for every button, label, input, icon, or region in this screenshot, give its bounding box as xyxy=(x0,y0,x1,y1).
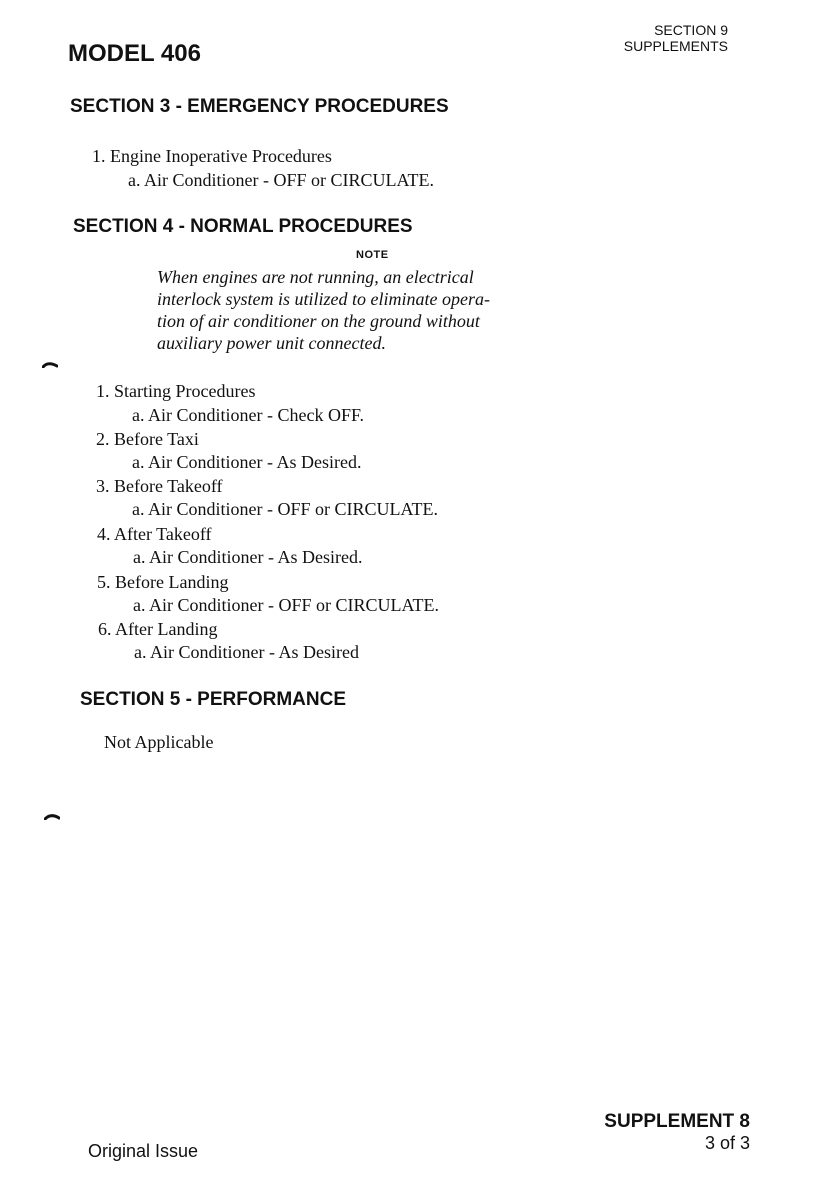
supplement-number: SUPPLEMENT 8 xyxy=(604,1111,750,1132)
note-label: NOTE xyxy=(356,249,389,261)
section4-step-3a: a. Air Conditioner - OFF or CIRCULATE. xyxy=(132,499,438,519)
section4-step-5a: a. Air Conditioner - OFF or CIRCULATE. xyxy=(133,595,439,615)
section4-step-6a: a. Air Conditioner - As Desired xyxy=(134,642,359,662)
section4-step-1: 1. Starting Procedures xyxy=(96,381,256,401)
section4-step-2a: a. Air Conditioner - As Desired. xyxy=(132,452,362,472)
revision-mark-icon xyxy=(44,812,60,820)
note-line-2: interlock system is utilized to eliminate opera- xyxy=(157,289,490,309)
section4-step-3: 3. Before Takeoff xyxy=(96,476,223,496)
section4-title: SECTION 4 - NORMAL PROCEDURES xyxy=(73,216,413,237)
section5-title: SECTION 5 - PERFORMANCE xyxy=(80,689,347,710)
section4-step-4: 4. After Takeoff xyxy=(97,524,212,544)
section-label: SECTION 9 xyxy=(654,22,728,38)
section5-text: Not Applicable xyxy=(104,732,214,752)
section3-item-1: 1. Engine Inoperative Procedures xyxy=(92,146,332,166)
section4-step-5: 5. Before Landing xyxy=(97,572,229,592)
section4-step-6: 6. After Landing xyxy=(98,619,218,639)
model-title: MODEL 406 xyxy=(68,40,201,67)
supplements-label: SUPPLEMENTS xyxy=(623,38,728,54)
revision-mark-icon xyxy=(42,360,58,368)
section4-step-1a: a. Air Conditioner - Check OFF. xyxy=(132,405,365,425)
section4-step-4a: a. Air Conditioner - As Desired. xyxy=(133,547,363,567)
note-line-3: tion of air conditioner on the ground without xyxy=(157,311,480,331)
note-line-1: When engines are not running, an electrical xyxy=(157,267,474,287)
page-number: 3 of 3 xyxy=(704,1133,750,1153)
section3-item-1a: a. Air Conditioner - OFF or CIRCULATE. xyxy=(128,170,434,190)
section3-title: SECTION 3 - EMERGENCY PROCEDURES xyxy=(70,96,449,117)
original-issue-label: Original Issue xyxy=(88,1141,199,1161)
note-line-4: auxiliary power unit connected. xyxy=(157,333,386,353)
section4-step-2: 2. Before Taxi xyxy=(96,429,199,449)
